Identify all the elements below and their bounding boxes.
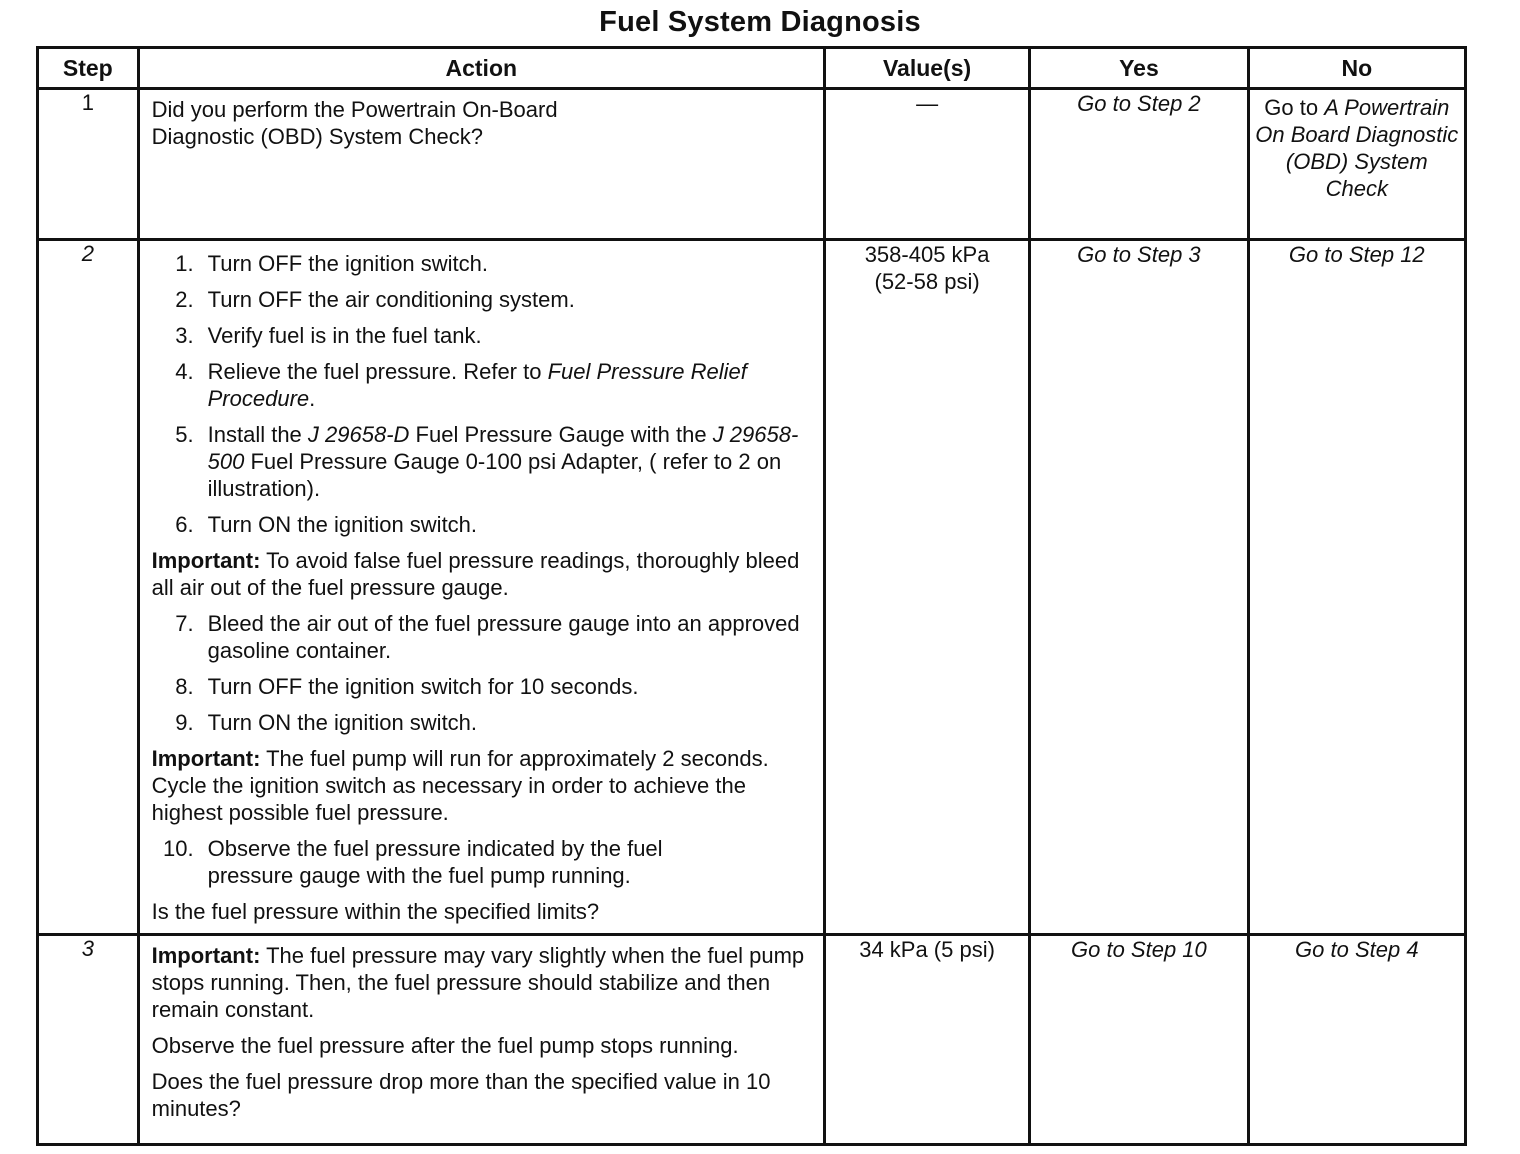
- list-item: 5. Install the J 29658-D Fuel Pressure Gauge with the J 29658-500 Fuel Pressure Gauge 0-100 psi Adapter, ( refer to 2 on illustration).: [175, 422, 799, 501]
- header-values: Value(s): [824, 48, 1029, 89]
- table-row-step-1: [38, 89, 1466, 240]
- value-cell: 34 kPa (5 psi): [824, 935, 1029, 1145]
- header-step: Step: [38, 48, 139, 89]
- no-cell: [1248, 240, 1465, 935]
- list-item: 2. Turn OFF the air conditioning system.: [175, 287, 575, 312]
- value-kpa: 358-405 kPa: [864, 242, 990, 267]
- tool-reference: J 29658-D: [307, 422, 410, 447]
- list-item: 6. Turn ON the ignition switch.: [175, 512, 478, 537]
- no-cell: [1248, 89, 1465, 240]
- no-goto-prefix: Go to: [1264, 95, 1325, 120]
- header-no: No: [1248, 48, 1465, 89]
- table-row-step-2: [38, 240, 1466, 935]
- procedure-reference[interactable]: Fuel Pressure Relief Procedure: [207, 359, 747, 411]
- list-item: 1. Turn OFF the ignition switch.: [175, 251, 489, 276]
- value-cell: —: [824, 89, 1029, 240]
- action-text: Observe the fuel pressure after the fuel pump stops running.: [151, 1033, 739, 1058]
- tool-reference: J 29658-500: [207, 422, 799, 474]
- action-cell: [138, 240, 824, 935]
- no-goto-reference: A Powertrain On Board Diagnostic (OBD) System Check: [1255, 95, 1459, 201]
- step-number: 3: [38, 935, 139, 1145]
- table-header-row: [38, 48, 1466, 89]
- action-cell: [138, 89, 824, 240]
- yes-cell: [1030, 89, 1248, 240]
- list-item: 8. Turn OFF the ignition switch for 10 seconds.: [175, 674, 639, 699]
- yes-cell: [1030, 240, 1248, 935]
- question-text: Is the fuel pressure within the specified limits?: [151, 899, 600, 924]
- list-item: 10. Observe the fuel pressure indicated by the fuel pressure gauge with the fuel pump running.: [163, 836, 663, 888]
- step-number: 2: [38, 240, 139, 935]
- important-note: Important: The fuel pump will run for approximately 2 seconds. Cycle the ignition switch as necessary in order to achieve the highest possible fuel pressure.: [151, 746, 769, 825]
- value-psi: (52-58 psi): [874, 269, 980, 294]
- question-text: Does the fuel pressure drop more than the specified value in 10 minutes?: [151, 1069, 771, 1121]
- step-number: 1: [38, 89, 139, 240]
- list-item: 4. Relieve the fuel pressure. Refer to Fuel Pressure Relief Procedure.: [175, 359, 747, 411]
- no-goto-link[interactable]: Go to Step 12: [1288, 242, 1425, 267]
- table-row-step-3: [38, 935, 1466, 1145]
- action-text: Did you perform the Powertrain On-Board Diagnostic (OBD) System Check?: [151, 97, 558, 149]
- header-action: Action: [138, 48, 824, 89]
- list-item: 7. Bleed the air out of the fuel pressure gauge into an approved gasoline container.: [175, 611, 800, 663]
- header-yes: Yes: [1030, 48, 1248, 89]
- important-note: Important: To avoid false fuel pressure readings, thoroughly bleed all air out of the fuel pressure gauge.: [151, 548, 800, 600]
- no-goto-link[interactable]: Go to Step 4: [1295, 937, 1419, 962]
- no-cell: [1248, 935, 1465, 1145]
- yes-goto-link[interactable]: Go to Step 10: [1071, 937, 1207, 962]
- action-cell: [138, 935, 824, 1145]
- no-goto-link[interactable]: [1250, 90, 1464, 210]
- list-item: 9. Turn ON the ignition switch.: [175, 710, 478, 735]
- yes-goto-link[interactable]: Go to Step 3: [1077, 242, 1201, 267]
- yes-goto-link[interactable]: Go to Step 2: [1077, 91, 1201, 116]
- diagnosis-table: [36, 46, 1467, 1146]
- page-title: Fuel System Diagnosis: [599, 6, 921, 38]
- important-note: Important: The fuel pressure may vary slightly when the fuel pump stops running. Then, the fuel pressure should stabilize and then remain constant.: [151, 943, 805, 1022]
- value-cell: [824, 240, 1029, 935]
- yes-cell: [1030, 935, 1248, 1145]
- list-item: 3. Verify fuel is in the fuel tank.: [175, 323, 482, 348]
